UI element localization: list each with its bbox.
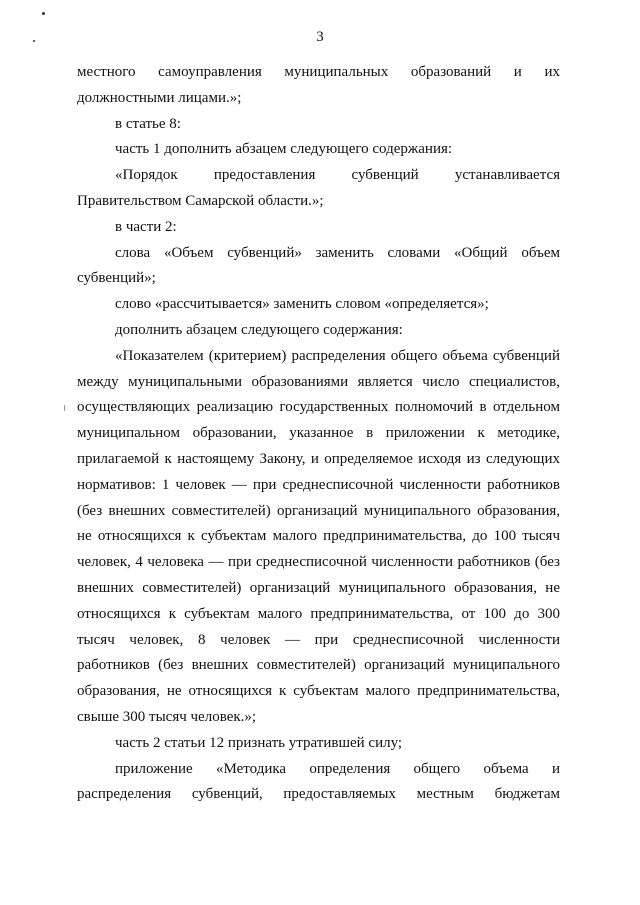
page-number: 3 [316, 29, 324, 45]
paragraph-article-8: в статье 8: [115, 115, 181, 132]
paragraph-continuation: местного самоуправления муниципальных образований и их должностными лицами.»; [77, 64, 560, 106]
paragraph-part-2: в части 2: [115, 218, 177, 235]
paragraph-part-1: часть 1 дополнить абзацем следующего содержания: [115, 141, 453, 158]
paragraph-add-abzac: дополнить абзацем следующего содержания: [115, 321, 403, 338]
paragraph-quote-order: «Порядок предоставления субвенций устанавливается Правительством Самарской области.»; [77, 167, 560, 209]
paragraph-replace-word: слово «рассчитывается» заменить словом «определяется»; [115, 296, 489, 313]
document-body [77, 60, 560, 808]
paragraph-replace-words: слова «Объем субвенций» заменить словами «Общий объем субвенций»; [77, 244, 560, 287]
scan-speck [64, 405, 65, 411]
paragraph-appendix: приложение «Методика определения общего объема и распределения субвенций, предоставляемых местным бюджетам [77, 760, 560, 803]
paragraph-article-12: часть 2 статьи 12 признать утратившей силу; [115, 734, 403, 751]
scan-speck [42, 12, 45, 15]
paragraph-quote-indicator: «Показателем (критерием) распределения общего объема субвенций между муниципальными образованиями является число специалистов, осуществляющих реализацию государственных полномочий в отдельном муниципальном образовании, указанное в приложении к методике, прилагаемой к настоящему Закону, и определяемое исходя из следующих нормативов: 1 человек — при среднесписочной численности работников (без внешних совместителей) организаций муниципального образования, не относящихся к субъектам малого предпринимательства, до 100 тысяч человек, 4 человека — при среднесписочной численности работников (без внешних совместителей) организаций муниципального образования, не относящихся к субъектам малого предпринимательства, от 100 до 300 тысяч человек, 8 человек — при среднесписочной численности работников (без внешних совместителей) организаций муниципального образования, не относящихся к субъектам малого предпринимательства, свыше 300 тысяч человек.»; [77, 347, 560, 725]
